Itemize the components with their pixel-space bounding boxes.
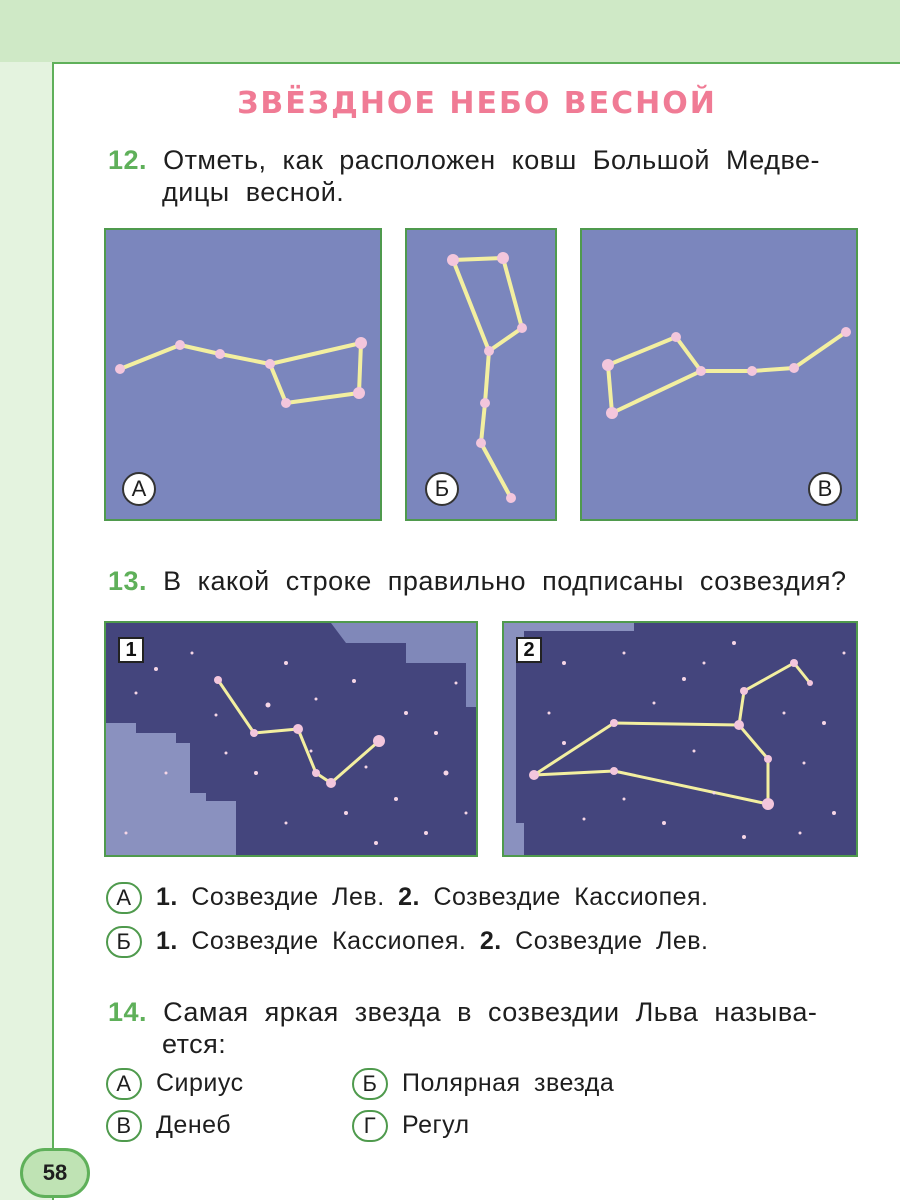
q14-option-d[interactable] [352, 1108, 470, 1142]
dipper-panel-a[interactable] [104, 228, 382, 521]
dipper-panel-c[interactable] [580, 228, 858, 521]
constellation-image-1 [104, 621, 478, 857]
question-number: 12. [108, 145, 148, 175]
option-text-2: Созвездие Кассиопея. [433, 883, 709, 911]
option-num-1: 1. [156, 883, 178, 911]
page-title: ЗВЁЗДНОЕ НЕБО ВЕСНОЙ [237, 86, 717, 121]
question-number: 13. [108, 566, 148, 596]
panel-c-label: В [808, 472, 842, 506]
question-text-cont: дицы весной. [162, 177, 345, 207]
question-12 [108, 144, 868, 208]
option-letter[interactable]: Б [106, 926, 142, 958]
option-text-2: Созвездие Лев. [515, 927, 709, 955]
option-text-1: Созвездие Лев. [191, 883, 385, 911]
option-num-2: 2. [479, 927, 502, 955]
constellation-1-drawing [106, 623, 478, 857]
q14-option-c[interactable] [106, 1108, 231, 1142]
page-number: 58 [20, 1148, 90, 1198]
top-rule [0, 62, 900, 64]
left-rule [52, 62, 54, 1200]
question-text: Отметь, как расположен ковш Большой Медве- [163, 145, 821, 175]
option-text: Сириус [156, 1069, 244, 1097]
option-letter[interactable]: В [106, 1110, 142, 1142]
option-letter[interactable]: А [106, 882, 142, 914]
q13-option-b[interactable] [106, 924, 709, 958]
dipper-panel-b[interactable] [405, 228, 557, 521]
option-text: Денеб [156, 1111, 232, 1139]
question-text: В какой строке правильно подписаны созвездия? [163, 566, 847, 596]
question-number: 14. [108, 997, 148, 1027]
constellation-2-drawing [504, 623, 858, 857]
question-text: Самая яркая звезда в созвездии Льва называ- [163, 997, 818, 1027]
panel-b-label: Б [425, 472, 459, 506]
option-num-1: 1. [156, 927, 178, 955]
q14-option-a[interactable] [106, 1066, 244, 1100]
q13-option-a[interactable] [106, 880, 709, 914]
constellation-image-2 [502, 621, 858, 857]
top-band [0, 0, 900, 62]
q14-option-b[interactable] [352, 1066, 614, 1100]
option-text: Полярная звезда [402, 1069, 615, 1097]
image-1-number: 1 [118, 637, 144, 663]
question-13 [108, 565, 878, 597]
option-letter[interactable]: Б [352, 1068, 388, 1100]
option-letter[interactable]: А [106, 1068, 142, 1100]
option-text: Регул [402, 1111, 470, 1139]
question-14 [108, 996, 868, 1060]
image-2-number: 2 [516, 637, 542, 663]
option-text-1: Созвездие Кассиопея. [191, 927, 467, 955]
option-num-2: 2. [398, 883, 420, 911]
left-margin [0, 62, 52, 1200]
panel-a-label: А [122, 472, 156, 506]
question-text-cont: ется: [162, 1029, 227, 1059]
option-letter[interactable]: Г [352, 1110, 388, 1142]
